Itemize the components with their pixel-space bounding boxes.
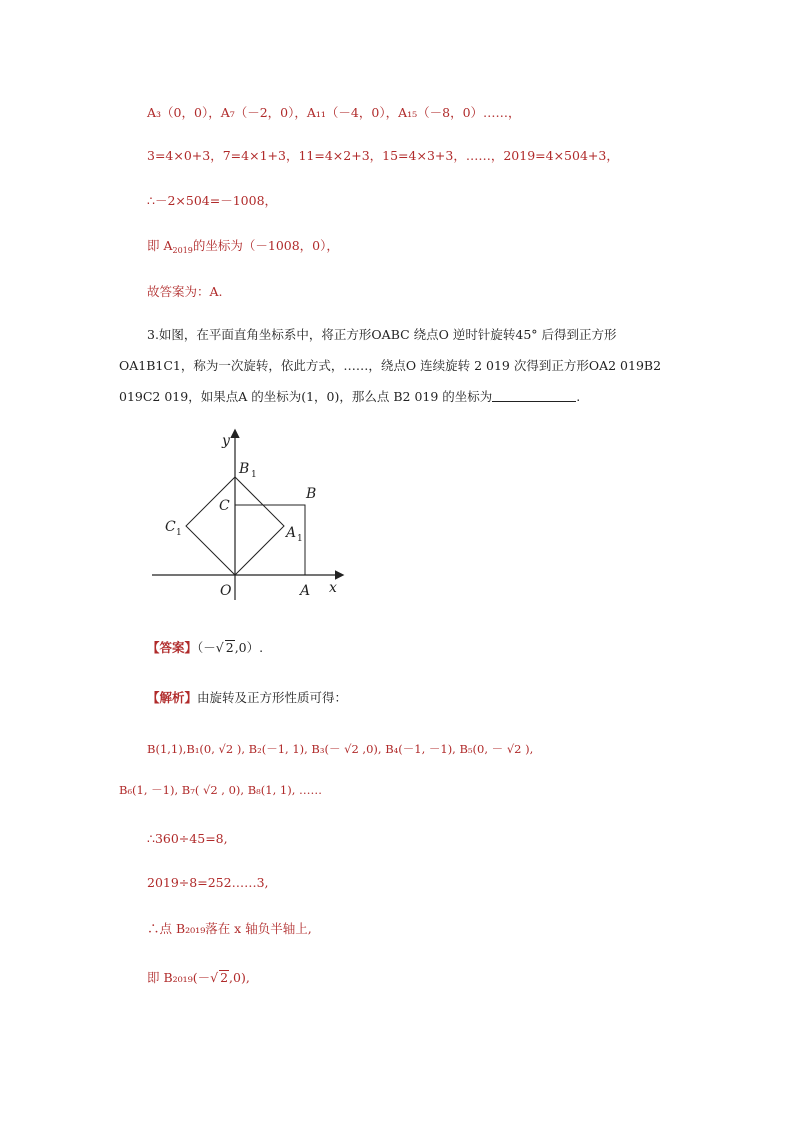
label-c1: C <box>165 519 176 535</box>
answer-line <box>147 640 263 656</box>
analysis-points-row-2: B₆(1, －1), B₇( √2 , 0), B₈(1, 1), …… <box>119 783 323 797</box>
problem-3-line-3-end: . <box>576 389 581 404</box>
label-c1-sub: 1 <box>176 528 182 538</box>
analysis-line <box>147 690 347 706</box>
label-a: A <box>300 583 311 599</box>
analysis-step-3: ∴点 B₂₀₁₉落在 x 轴负半轴上, <box>147 921 312 936</box>
solution-line-a-points: A₃（0，0），A₇（－2，0），A₁₁（－4，0），A₁₅（－8，0）……， <box>147 105 521 120</box>
step-4-post: ,0), <box>229 970 250 985</box>
label-b1-sub: 1 <box>251 470 257 480</box>
sqrt-symbol-2: √ 2 <box>210 970 229 985</box>
sqrt-symbol: √ 2 <box>215 640 234 655</box>
label-y: y <box>222 433 230 449</box>
label-b1: B <box>239 461 250 477</box>
step-4-pre: 即 B₂₀₁₉(－ <box>147 970 211 985</box>
answer-post: ,0）. <box>234 640 264 655</box>
step-4-radicand: 2 <box>220 970 229 985</box>
solution-line-multiply: ∴－2×504=－1008， <box>147 193 278 208</box>
label-x: x <box>329 580 337 596</box>
label-b: B <box>306 486 317 502</box>
solution-line-index-pattern: 3=4×0+3，7=4×1+3，11=4×2+3，15=4×3+3，……，2019=4×504+3， <box>147 148 619 163</box>
label-c: C <box>219 498 230 514</box>
label-a1: A <box>286 525 297 541</box>
coordinate-prefix: 即 A <box>147 238 173 253</box>
analysis-text: 由旋转及正方形性质可得： <box>197 690 348 705</box>
rotation-figure <box>145 425 360 605</box>
label-a1-sub: 1 <box>297 534 303 544</box>
problem-3-line-1: 3.如图，在平面直角坐标系中，将正方形OABC 绕点O 逆时针旋转45° 后得到正方形 <box>147 327 617 342</box>
answer-tag: 【答案】 <box>147 640 198 655</box>
answer-pre: （－ <box>197 640 216 655</box>
analysis-step-2: 2019÷8=252……3, <box>147 875 269 890</box>
solution-line-coordinate <box>147 238 339 259</box>
problem-3-line-3 <box>119 389 580 405</box>
solution-line-answer: 故答案为：A. <box>147 284 223 299</box>
coordinate-subscript: 2019 <box>172 246 193 255</box>
analysis-points-row-1: B(1,1),B₁(0, √2 ), B₂(－1, 1), B₃(－ √2 ,0), B₄(－1, －1), B₅(0, － √2 ), <box>147 742 534 756</box>
analysis-step-1: ∴360÷45=8, <box>147 831 228 846</box>
coordinate-suffix: 的坐标为（－1008，0）， <box>192 238 339 253</box>
answer-radicand: 2 <box>225 640 234 655</box>
label-o: O <box>220 583 232 599</box>
problem-3-line-3-text: 019C2 019，如果点A 的坐标为(1，0)，那么点 B2 019 的坐标为 <box>119 389 493 404</box>
analysis-step-4 <box>147 970 250 986</box>
problem-3-line-2: OA1B1C1，称为一次旋转，依此方式，……，绕点O 连续旋转 2 019 次得到正方形OA2 019B2 <box>119 358 662 373</box>
answer-blank <box>492 390 576 402</box>
analysis-tag: 【解析】 <box>147 690 198 705</box>
